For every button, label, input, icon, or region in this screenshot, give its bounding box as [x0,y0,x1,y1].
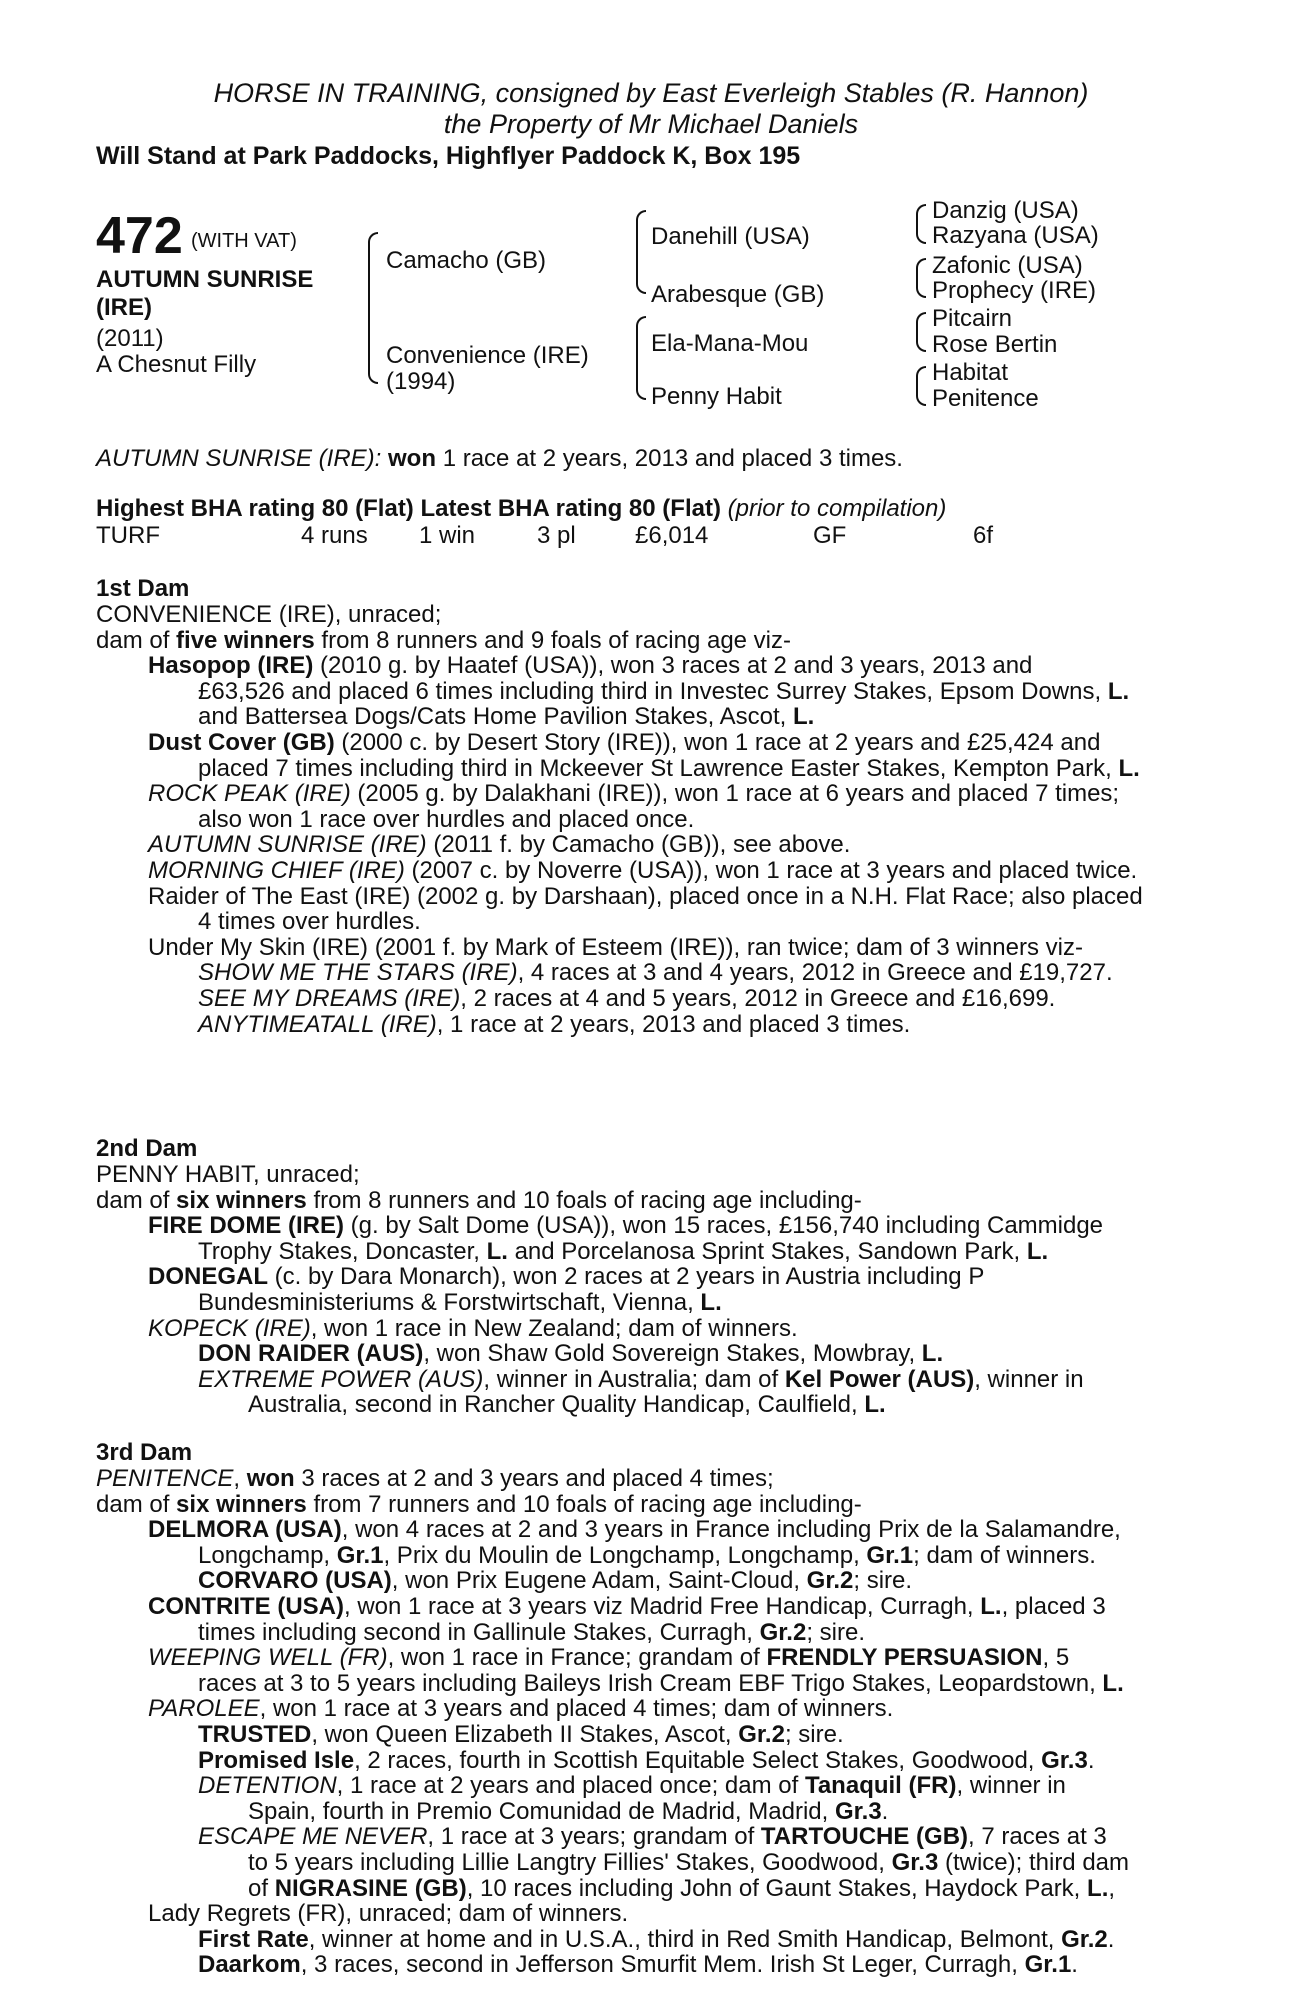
pedigree-block [96,198,1206,428]
runs: 4 runs [301,521,368,549]
dam-parents-bracket [636,316,646,400]
list-item: Lady Regrets (FR), unraced; dam of winners. [148,1900,629,1928]
section-heading: 3rd Dam [96,1439,193,1466]
dam-dam: Penny Habit [651,383,782,410]
rating-block [96,496,1206,550]
list-item: DONEGAL (c. by Dara Monarch), won 2 races at 2 years in Austria including P [148,1263,985,1291]
list-item: Under My Skin (IRE) (2001 f. by Mark of Esteem (IRE)), ran twice; dam of 3 winners viz- [148,933,1083,961]
sire-sire-dam: Razyana (USA) [932,222,1099,249]
sire-dam-sire: Zafonic (USA) [932,252,1083,279]
catalogue-page [96,78,1206,1979]
dam-sire-sire: Pitcairn [932,305,1013,332]
dam-dam-sire: Habitat [932,359,1009,386]
list-item: MORNING CHIEF (IRE) (2007 c. by Noverre (USA)), won 1 race at 3 years and placed twice. [148,856,1138,884]
list-item: DELMORA (USA), won 4 races at 2 and 3 years in France including Prix de la Salamandre, [148,1516,1121,1544]
section-heading: 2nd Dam [96,1135,198,1162]
ss-bracket [916,204,926,244]
horse-info [96,326,256,378]
dam-sire: Ela-Mana-Mou [651,330,809,357]
stable-location-line: Will Stand at Park Paddocks, Highflyer Paddock K, Box 195 [96,142,801,170]
sire-dam: Arabesque (GB) [651,281,825,308]
places: 3 pl [537,521,576,549]
list-item: ROCK PEAK (IRE) (2005 g. by Dalakhani (IRE)), won 1 race at 6 years and placed 7 times; [148,780,1120,808]
first-dam-section: 1st Dam CONVENIENCE (IRE), unraced; dam of five winners from 8 runners and 9 foals of racing age viz- Hasopop (IRE) (2010 g. by Haatef (USA)), won 3 races at 2 and 3 years, 2013 and £63,526 and placed 6 times including third in Investec Surrey Stakes, Epsom Downs, L. and Battersea Dogs/Cats Home Pavilion Stakes, Ascot, L. Dust Cover (GB) (2000 c. by Desert Story (IRE)), won 1 race at 2 years and £25,424 and placed 7 times including third in Mckeever St Lawrence Easter Stakes, Kempton Park, L. ROCK PEAK (IRE) (2005 g. by Dalakhani (IRE)), won 1 race at 6 years and placed 7 times; also won 1 race over hurdles and placed once. AUTUMN SUNRISE (IRE) (2011 f. by Camacho (GB)), see above. MORNING CHIEF (IRE) (2007 c. by Noverre (USA)), won 1 race at 3 years and placed twice. Raider of The East (IRE) (2002 g. by Darshaan), placed once in a N.H. Flat Race; also placed 4 times over hurdles. Under My Skin (IRE) (2001 f. by Mark of Esteem (IRE)), ran twice; dam of 3 winners viz- SHOW ME THE STARS (IRE), 4 races at 3 and 4 years, 2012 in Greece and £19,727. SEE MY DREAMS (IRE), 2 races at 4 and 5 years, 2012 in Greece and £16,699. ANYTIMEATALL (IRE), 1 race at 2 years, 2013 and placed 3 times. [96,576,1206,1037]
list-item: Raider of The East (IRE) (2002 g. by Darshaan), placed once in a N.H. Flat Race; also placed [148,882,1143,910]
dam: Convenience (IRE) [386,342,589,369]
surface: TURF [96,521,160,549]
wins: 1 win [419,521,476,549]
sire-parents-bracket [636,210,646,294]
sire-dam-dam: Prophecy (IRE) [932,277,1097,304]
list-item: CONTRITE (USA), won 1 race at 3 years viz Madrid Free Handicap, Curragh, L., placed 3 [148,1592,1106,1620]
list-item: PAROLEE, won 1 race at 3 years and placed 4 times; dam of winners. [148,1695,894,1723]
parents-bracket [368,232,378,384]
lot-number: 472 [96,207,183,265]
third-dam-section: 3rd Dam PENITENCE, won 3 races at 2 and 3 years and placed 4 times; dam of six winners from 7 runners and 10 foals of racing age including- DELMORA (USA), won 4 races at 2 and 3 years in France including Prix de la Salamandre, Longchamp, Gr.1, Prix du Moulin de Longchamp, Longchamp, Gr.1; dam of winners. CORVARO (USA), won Prix Eugene Adam, Saint-Cloud, Gr.2; sire. CONTRITE (USA), won 1 race at 3 years viz Madrid Free Handicap, Curragh, L., placed 3 times including second in Gallinule Stakes, Curragh, Gr.2; sire. WEEPING WELL (FR), won 1 race in France; grandam of FRENDLY PERSUASION, 5 races at 3 to 5 years including Baileys Irish Cream EBF Trigo Stakes, Leopardstown, L. PAROLEE, won 1 race at 3 years and placed 4 times; dam of winners. TRUSTED, won Queen Elizabeth II Stakes, Ascot, Gr.2; sire. Promised Isle, 2 races, fourth in Scottish Equitable Select Stakes, Goodwood, Gr.3. DETENTION, 1 race at 2 years and placed once; dam of Tanaquil (FR), winner in Spain, fourth in Premio Comunidad de Madrid, Madrid, Gr.3. ESCAPE ME NEVER, 1 race at 3 years; grandam of TARTOUCHE (GB), 7 races at 3 to 5 years including Lillie Langtry Fillies' Stakes, Goodwood, Gr.3 (twice); third dam of NIGRASINE (GB), 10 races including John of Gaunt Stakes, Haydock Park, L., Lady Regrets (FR), unraced; dam of winners. First Rate, winner at home and in U.S.A., third in Red Smith Handicap, Belmont, Gr.2. Daarkom, 3 races, second in Jefferson Smurfit Mem. Irish St Leger, Curragh, Gr.1. [96,1440,1206,1978]
distance: 6f [973,521,994,549]
list-item: Dust Cover (GB) (2000 c. by Desert Story (IRE)), won 1 race at 2 years and £25,424 and [148,728,1101,756]
rating-note: (prior to compilation) [727,495,947,522]
earnings: £6,014 [635,521,709,549]
dam-sire-dam: Rose Bertin [932,331,1058,358]
list-item: Hasopop (IRE) (2010 g. by Haatef (USA)), won 3 races at 2 and 3 years, 2013 and [148,652,1033,680]
going: GF [813,521,847,549]
list-item: FIRE DOME (IRE) (g. by Salt Dome (USA)), won 15 races, £156,740 including Cammidge [148,1212,1104,1240]
list-item: KOPECK (IRE), won 1 race in New Zealand; dam of winners. [148,1314,798,1342]
consignor-line: HORSE IN TRAINING, consigned by East Everleigh Stables (R. Hannon) [213,78,1089,108]
dd-bracket [916,366,926,406]
second-dam-section: 2nd Dam PENNY HABIT, unraced; dam of six winners from 8 runners and 10 foals of racing age including- FIRE DOME (IRE) (g. by Salt Dome (USA)), won 15 races, £156,740 including Cammidge Trophy Stakes, Doncaster, L. and Porcelanosa Sprint Stakes, Sandown Park, L. DONEGAL (c. by Dara Monarch), won 2 races at 2 years in Austria including P Bundesministeriums & Forstwirtschaft, Vienna, L. KOPECK (IRE), won 1 race in New Zealand; dam of winners. DON RAIDER (AUS), won Shaw Gold Sovereign Stakes, Mowbray, L. EXTREME POWER (AUS), winner in Australia; dam of Kel Power (AUS), winner in Australia, second in Rancher Quality Handicap, Caulfield, L. [96,1136,1206,1418]
horse-description: A Chesnut Filly [96,351,257,378]
owner-line: the Property of Mr Michael Daniels [443,109,859,139]
race-summary: AUTUMN SUNRISE (IRE): won 1 race at 2 years, 2013 and placed 3 times. [96,445,903,472]
list-item: WEEPING WELL (FR), won 1 race in France; grandam of FRENDLY PERSUASION, 5 [148,1644,1070,1672]
vat-note: (WITH VAT) [191,230,297,252]
bha-rating: Highest BHA rating 80 (Flat) Latest BHA rating 80 (Flat) [96,495,721,522]
sd-bracket [916,258,926,298]
foaling-year: (2011) [96,325,164,352]
dam-year: (1994) [386,368,456,395]
section-heading: 1st Dam [96,575,190,602]
sire: Camacho (GB) [386,247,547,274]
ds-bracket [916,312,926,352]
sire-sire-sire: Danzig (USA) [932,197,1079,224]
horse-name: AUTUMN SUNRISE (IRE) [96,266,314,321]
race-record-table [96,522,993,550]
list-item: AUTUMN SUNRISE (IRE) (2011 f. by Camacho (GB)), see above. [148,831,851,859]
sire-sire: Danehill (USA) [651,223,810,250]
dam-dam-dam: Penitence [932,385,1039,412]
